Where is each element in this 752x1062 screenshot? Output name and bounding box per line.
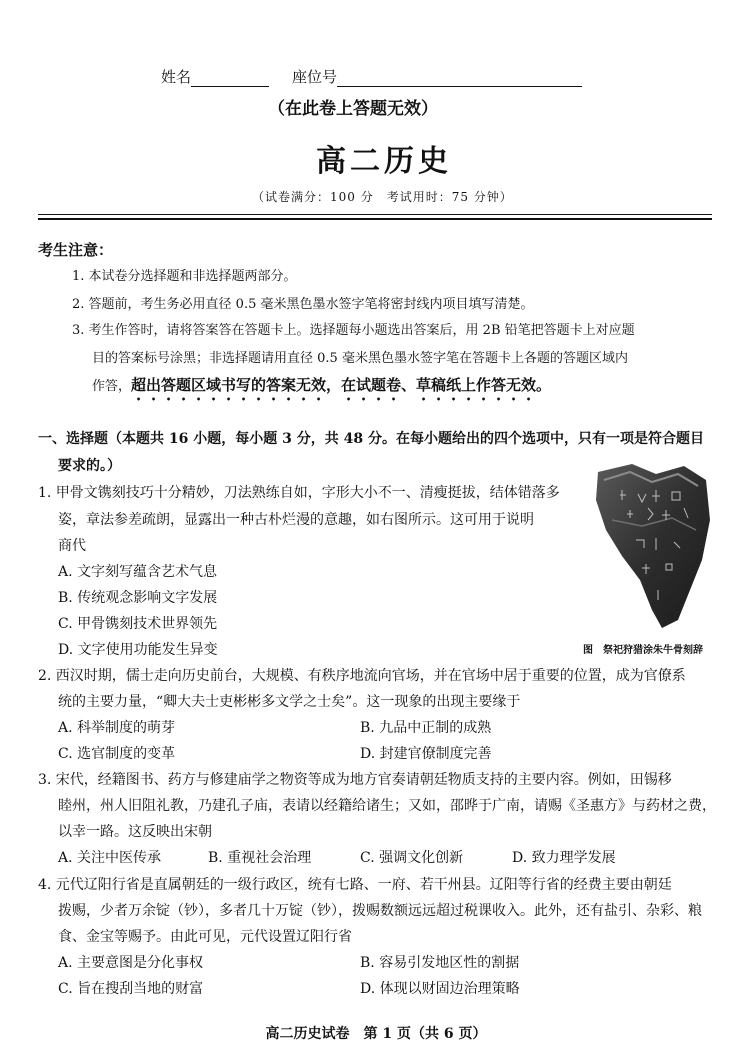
- exam-info: （试卷满分：100 分 考试用时：75 分钟）: [252, 190, 513, 204]
- notice-item-3-line-2: 目的答案标号涂黑；非选择题请用直径 0.5 毫米黑色墨水签字笔在答题卡上各题的答题区域内: [92, 351, 628, 366]
- q3-stem-line-2: 睦州，州人旧阻礼教，乃建孔子庙，表请以经籍给诸生；又如，邵晔于广南，请赐《圣惠方》与药材之费，: [58, 798, 716, 814]
- seat-blank[interactable]: [337, 72, 582, 87]
- q4-option-d: D. 体现以财固边治理策略: [360, 981, 520, 997]
- q1-option-b: B. 传统观念影响文字发展: [58, 590, 218, 606]
- notice-item-3-line-3: [92, 376, 551, 404]
- page-title: 高二历史: [316, 144, 452, 179]
- q1-option-c: C. 甲骨镌刻技术世界领先: [58, 616, 218, 632]
- q4-option-c: C. 旨在搜刮当地的财富: [58, 981, 204, 997]
- name-blank[interactable]: [191, 72, 269, 87]
- header-rule-thick: [38, 218, 712, 220]
- q3-option-d: D. 致力理学发展: [512, 850, 616, 866]
- q4-option-b: B. 容易引发地区性的割据: [360, 955, 520, 971]
- q1-option-d: D. 文字使用功能发生异变: [58, 642, 218, 658]
- q2-stem-line-2: 统的主要力量，“卿大夫士吏彬彬多文学之士矣”。这一现象的出现主要缘于: [58, 694, 521, 710]
- q2-option-b: B. 九品中正制的成熟: [360, 720, 492, 736]
- q1-stem-line-2: 姿，章法参差疏朗，显露出一种古朴烂漫的意趣，如右图所示。这可用于说明: [58, 512, 534, 528]
- section-heading-line-2: 要求的。）: [58, 458, 121, 474]
- page-footer: 高二历史试卷 第 1 页（共 6 页）: [265, 1026, 487, 1042]
- q4-option-a: A. 主要意图是分化事权: [58, 955, 204, 971]
- q3-stem-line-1: 3. 宋代，经籍图书、药方与修建庙学之物资等成为地方官奏请朝廷物质支持的主要内容。例如，田锡移: [38, 772, 672, 788]
- invalid-note: （在此卷上答题无效）: [268, 99, 438, 119]
- name-field[interactable]: [161, 66, 269, 87]
- seat-label: 座位号: [292, 68, 338, 86]
- q4-stem-line-1: 4. 元代辽阳行省是直属朝廷的一级行政区，统有七路、一府、若干州县。辽阳等行省的经费主要由朝廷: [38, 877, 672, 893]
- q2-option-c: C. 选官制度的变革: [58, 746, 176, 762]
- notice-item-2: 2. 答题前，考生务必用直径 0.5 毫米黑色墨水签字笔将密封线内项目填写清楚。: [72, 297, 534, 312]
- q1-figure-caption: 图 祭祀狩猎涂朱牛骨刻辞: [583, 645, 703, 656]
- q2-stem-line-1: 2. 西汉时期，儒士走向历史前台，大规模、有秩序地流向官场，并在官场中居于重要的位置，成为官僚系: [38, 668, 686, 684]
- notice-heading: 考生注意：: [38, 241, 114, 259]
- header-rule-thin: [38, 214, 712, 215]
- section-heading-line-1: 一、选择题（本题共 16 小题，每小题 3 分，共 48 分。在每小题给出的四个选项中，只有一项是符合题目: [38, 431, 704, 447]
- q3-option-c: C. 强调文化创新: [360, 850, 464, 866]
- q3-option-a: A. 关注中医传承: [58, 850, 162, 866]
- oracle-bone-photo: [592, 460, 716, 632]
- notice-item-3-line-1: 3. 考生作答时，请将答案答在答题卡上。选择题每小题选出答案后，用 2B 铅笔把答题卡上对应题: [72, 323, 635, 338]
- q2-option-a: A. 科举制度的萌芽: [58, 720, 176, 736]
- q3-option-b: B. 重视社会治理: [208, 850, 312, 866]
- name-label: 姓名: [161, 68, 192, 86]
- q2-option-d: D. 封建官僚制度完善: [360, 746, 492, 762]
- notice-item-3-prefix: 作答，: [92, 379, 132, 394]
- q4-stem-line-3: 食、金宝等赐予。由此可见，元代设置辽阳行省: [58, 929, 352, 945]
- notice-item-1: 1. 本试卷分选择题和非选择题两部分。: [72, 269, 297, 284]
- q1-stem-line-3: 商代: [58, 538, 86, 554]
- q3-stem-line-3: 以幸一路。这反映出宋朝: [58, 824, 212, 840]
- q1-option-a: A. 文字刻写蕴含艺术气息: [58, 564, 218, 580]
- seat-field[interactable]: [292, 66, 582, 87]
- q1-stem-line-1: 1. 甲骨文镌刻技巧十分精妙，刀法熟练自如，字形大小不一、清瘦挺拔，结体错落多: [38, 485, 560, 501]
- notice-emphasis: 超出答题区域书写的答案无效，在试题卷、草稿纸上作答无效。: [131, 376, 552, 394]
- q4-stem-line-2: 拨赐，少者万余锭（钞），多者几十万锭（钞），拨赐数额远远超过税课收入。此外，还有盐引、杂彩、粮: [58, 903, 702, 919]
